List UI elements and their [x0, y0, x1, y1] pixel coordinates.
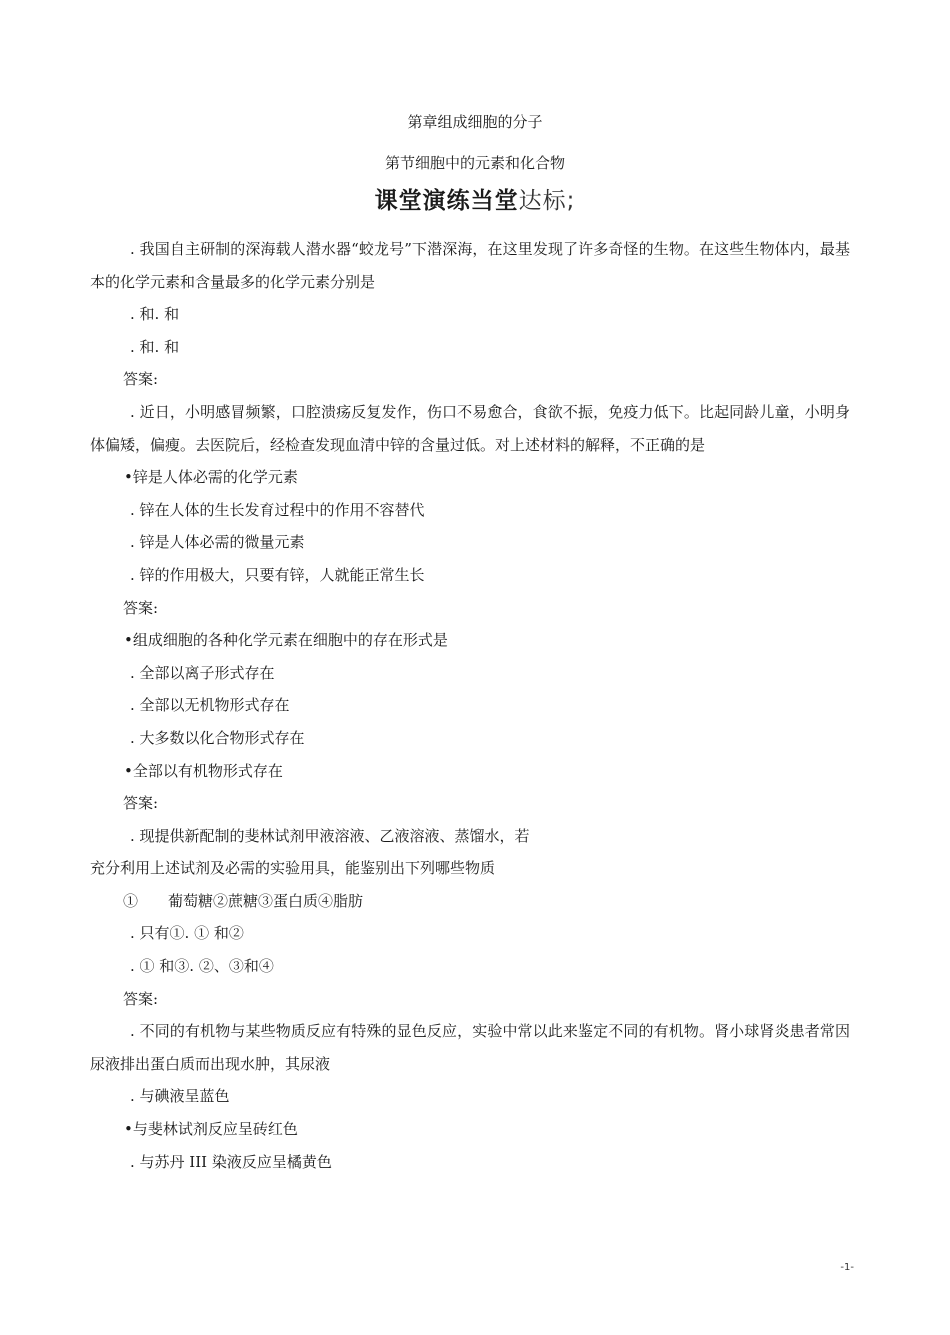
- question-content: [90, 233, 850, 1178]
- text-line: . 锌在人体的生长发育过程中的作用不容替代: [130, 500, 425, 519]
- text-line: . 我国自主研制的深海载人潜水器“蛟龙号”下潜深海，在这里发现了许多奇怪的生物。在这些生物体内，最基本的化学元素和含量最多的化学元素分别是: [90, 240, 850, 291]
- section-title: 第节细胞中的元素和化合物: [384, 154, 565, 172]
- answer-label: 答案:: [123, 989, 159, 1008]
- text-line: . 与苏丹 III 染液反应呈橘黄色: [130, 1152, 332, 1171]
- text-line: •锌是人体必需的化学元素: [124, 468, 298, 487]
- text-line: . 锌是人体必需的微量元素: [130, 533, 305, 552]
- text-line: . 全部以离子形式存在: [130, 663, 275, 682]
- banner-light-text: 达标;: [518, 188, 576, 214]
- answer-label: 答案:: [123, 794, 159, 813]
- text-line: . 与碘液呈蓝色: [130, 1087, 230, 1106]
- banner-bold-text: 课堂演练当堂: [374, 188, 519, 214]
- text-line: . 不同的有机物与某些物质反应有特殊的显色反应，实验中常以此来鉴定不同的有机物。肾小球肾炎患者常因尿液排出蛋白质而出现水肿，其尿液: [90, 1022, 850, 1073]
- text-line: . 全部以无机物形式存在: [130, 696, 290, 715]
- text-line: . 和. 和: [130, 337, 180, 356]
- text-line: . 大多数以化合物形式存在: [130, 728, 305, 747]
- text-line: . 锌的作用极大，只要有锌，人就能正常生长: [130, 565, 425, 584]
- text-line: . 近日，小明感冒频繁，口腔溃疡反复发作，伤口不易愈合，食欲不振，免疫力低下。比起同龄儿童，小明身体偏矮，偏瘦。去医院后，经检查发现血清中锌的含量过低。对上述材料的解释，不正确的是: [90, 402, 850, 454]
- text-line: •与斐林试剂反应呈砖红色: [124, 1120, 298, 1139]
- text-line: . 现提供新配制的斐林试剂甲液溶液、乙液溶液、蒸馏水，若: [130, 826, 530, 845]
- text-line: 充分利用上述试剂及必需的实验用具，能鉴别出下列哪些物质: [90, 859, 496, 878]
- answer-label: 答案:: [123, 598, 159, 617]
- answer-label: 答案:: [123, 370, 159, 389]
- banner-title: [0, 185, 950, 217]
- page-number: -1-: [840, 1262, 854, 1273]
- text-line: •组成细胞的各种化学元素在细胞中的存在形式是: [124, 631, 448, 650]
- text-line: ① 葡萄糖②蔗糖③蛋白质④脂肪: [123, 891, 364, 910]
- chapter-title: 第章组成细胞的分子: [407, 113, 543, 131]
- text-line: . ① 和③. ②、③和④: [130, 957, 274, 976]
- text-line: •全部以有机物形式存在: [124, 761, 283, 780]
- text-line: . 和. 和: [130, 305, 180, 324]
- text-line: . 只有①. ① 和②: [130, 924, 244, 943]
